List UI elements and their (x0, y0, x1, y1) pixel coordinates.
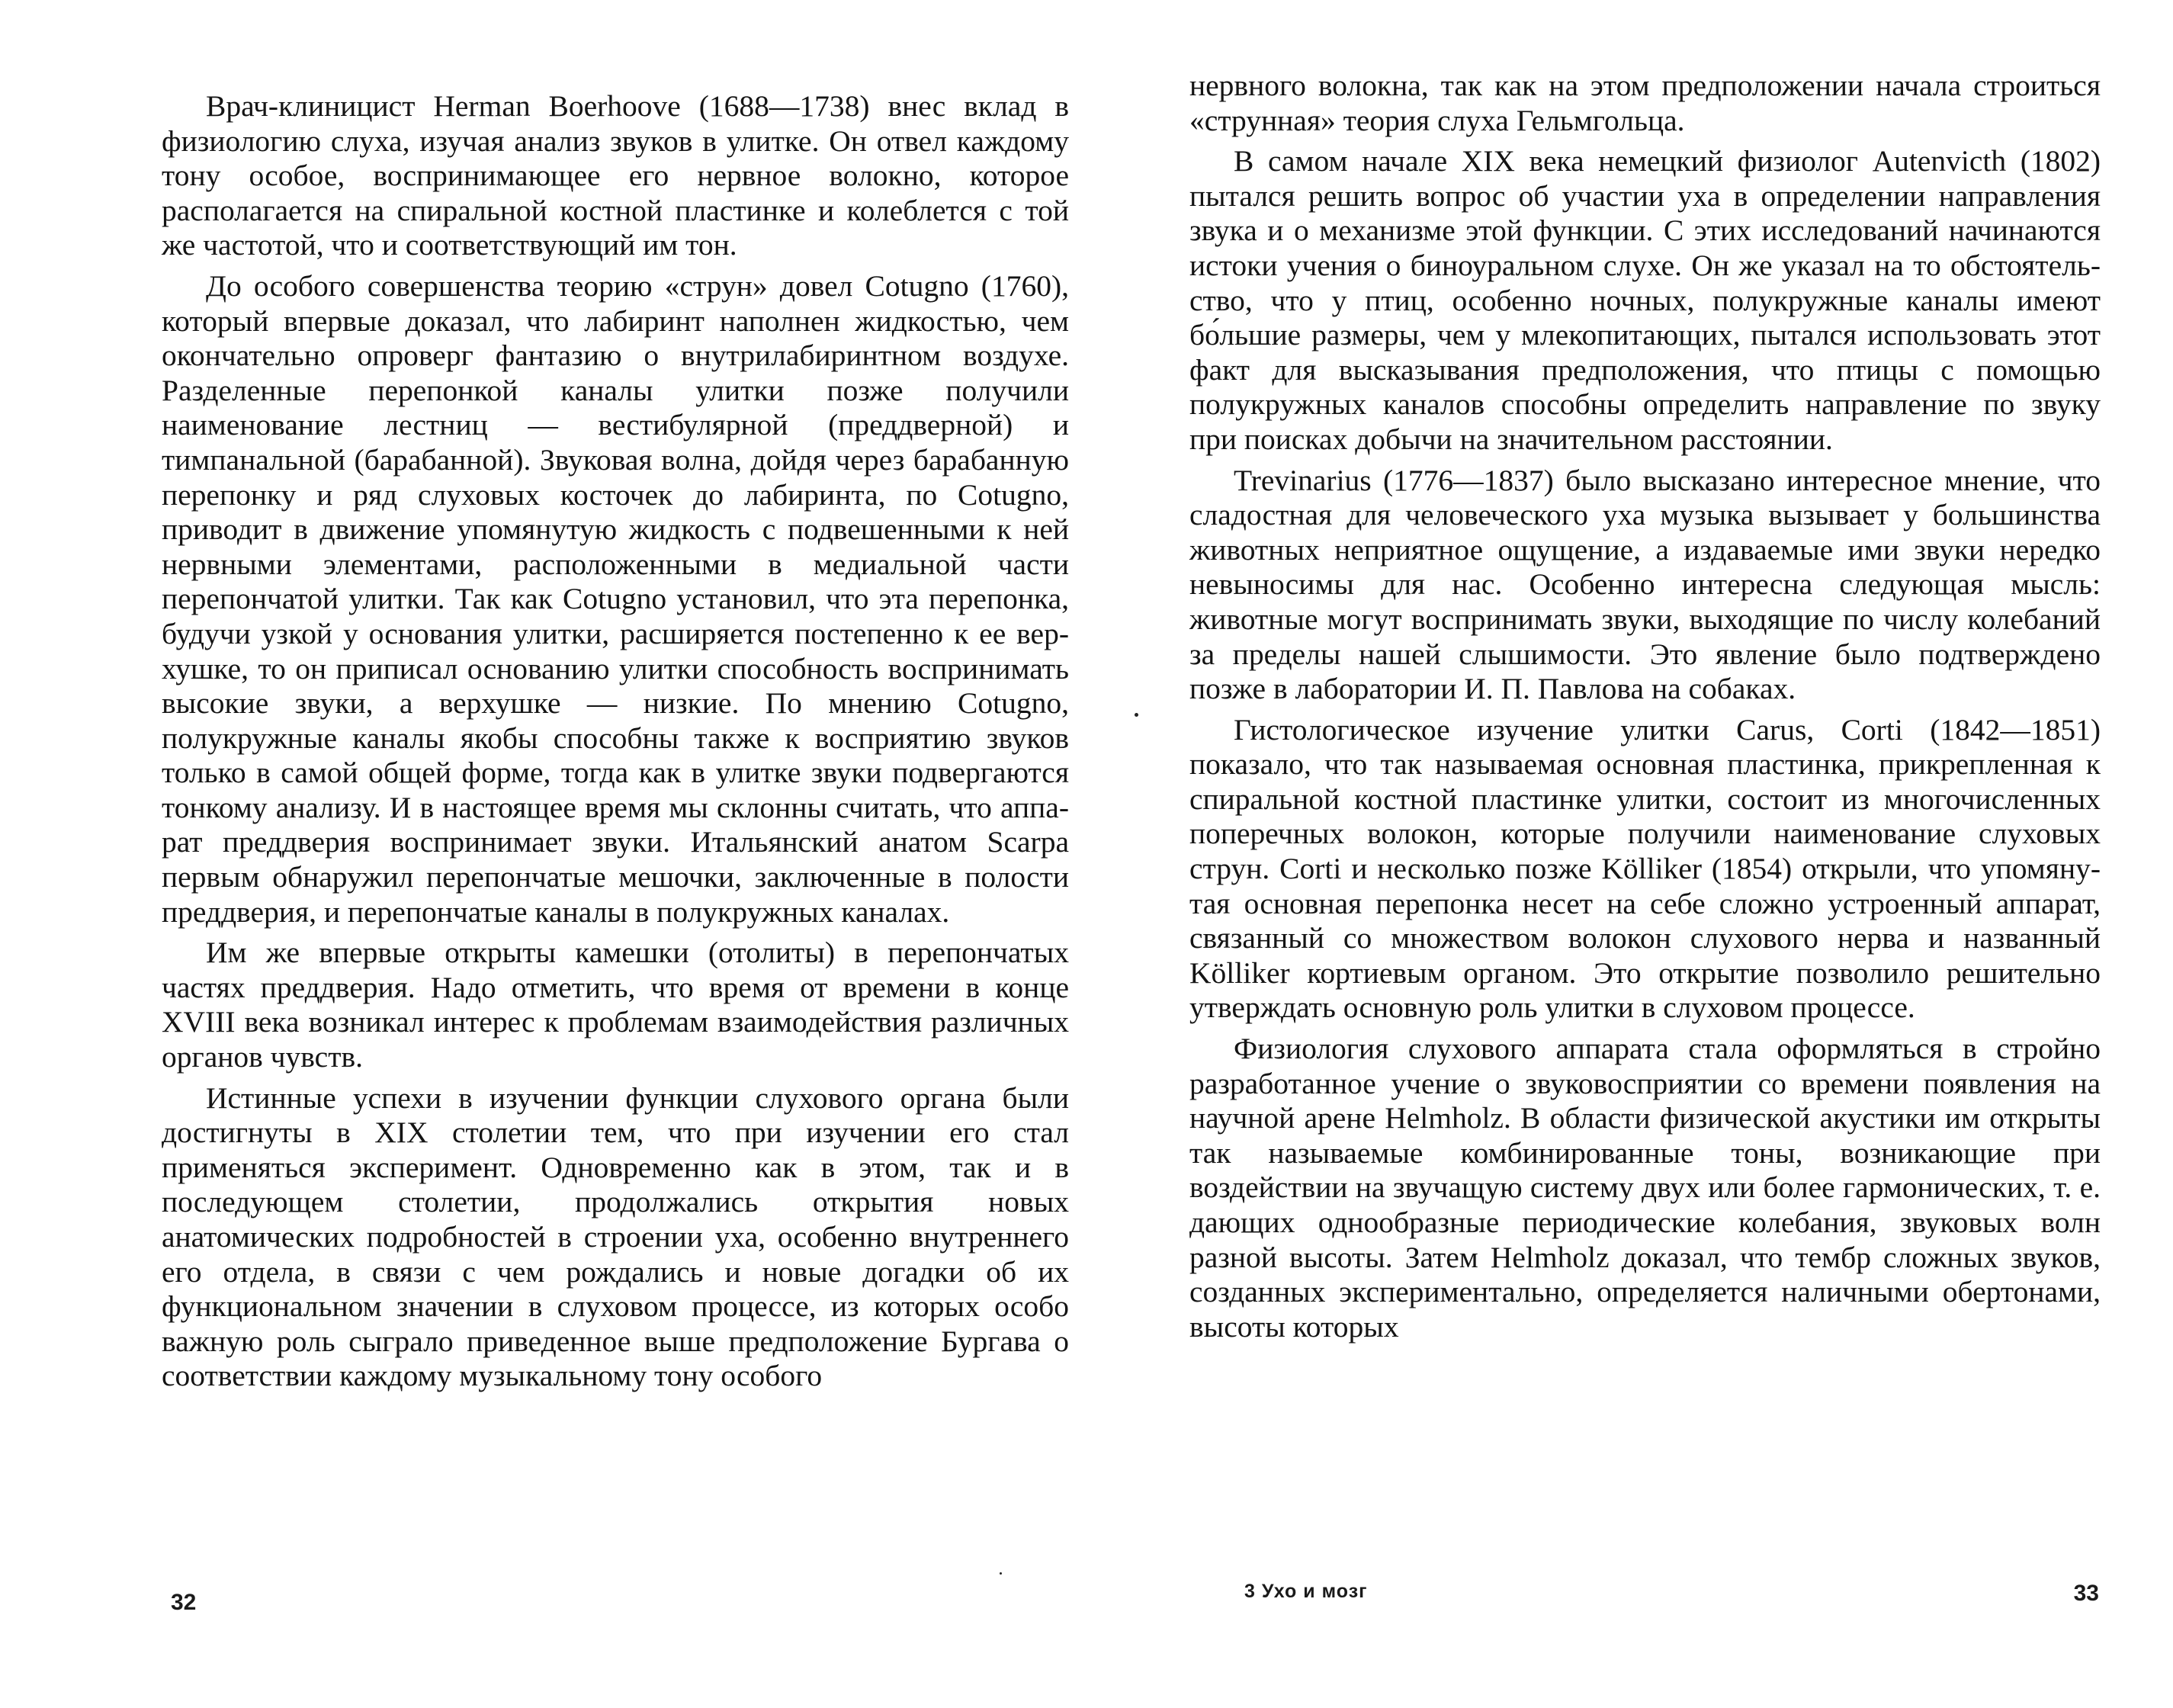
paragraph-helmholz: Физиология слухового аппарата стала оформляться в стройно разработанное учение о звуковосприятии со времени появления на научной арене Helmholz. В области физической акустики им открыты так называемые комбинированные тоны, возникающие при воздействии на звучащую систему двух или более гармонических, т. е. дающих однообразные периодические колебания, звуковых волн разной высоты. Затем Helmholz доказал, что тембр сложных звуков, созданных экспериментально, определяется наличными обертонами, высоты которых (1189, 1032, 2101, 1344)
print-speck (1000, 1572, 1002, 1575)
left-page (162, 0, 1069, 1708)
paragraph-histology: Гистологическое изучение улитки Carus, Corti (1842—1851) показало, что так называемая основная пластинка, прикрепленная к спиральной костной пластинке улитки, состоит из многочисленных поперечных волокон, которые получили наименование слуховых струн. Corti и несколько позже Kölliker (1854) открыли, что упомянутая основная перепонка несет на себе сложно устроенный аппарат, связанный со множеством волокон слухового нерва и названный Kölliker кортиевым органом. Это открытие позволило решительно утверждать основную роль улитки в слуховом процессе. (1189, 712, 2101, 1025)
right-page-text (1189, 69, 2101, 1350)
left-page-footer (162, 1581, 1069, 1619)
paragraph-autenvicth: В самом начале XIX века немецкий физиолог Autenvicth (1802) пытался решить вопрос об участии уха в определении направления звука и о механизме этой функции. С этих исследований начинаются истоки учения о биноуральном слухе. Он же указал на то обстоятельство, что у птиц, особенно ночных, полукружные каналы имеют бо́льшие размеры, чем у млекопитающих, пытался использовать этот факт для высказывания предположения, что птицы с помощью полукружных каналов способны определить направление по звуку при поисках добычи на значительном расстоянии. (1189, 144, 2101, 456)
right-page (1189, 0, 2101, 1708)
paragraph-otoliths: Им же впервые открыты камешки (отолиты) в перепончатых частях преддверия. Надо отметить, что время от времени в конце XVIII века возникал интерес к проблемам взаимодействия различных органов чувств. (162, 936, 1069, 1074)
print-speck (1135, 713, 1138, 717)
right-page-footer (1189, 1581, 2101, 1619)
left-page-text (162, 89, 1069, 1400)
page-number: 33 (2073, 1581, 2099, 1606)
paragraph-boerhoove: Врач-клиницист Herman Boerhoove (1688—1738) внес вклад в физиологию слуха, изучая анализ звуков в улитке. Он отвел каждому тону особое, воспринимающее его нервное волокно, которое располагается на спиральной костной пластинке и колеблется с той же частотой, что и соответствующий им тон. (162, 89, 1069, 262)
paragraph-continued: нервного волокна, так как на этом предположении начала строиться «струнная» теория слуха Гельмгольца. (1189, 69, 2101, 137)
paragraph-cotugno: До особого совершенства теорию «струн» довел Cotugno (1760), который впервые доказал, что лабиринт наполнен жидкостью, чем окончательно опроверг фантазию о внутрилабиринтном воздухе. Разделенные перепонкой каналы улитки позже получили наименование лестниц — вестибулярной (преддверной) и тимпанальной (барабанной). Звуковая волна, дойдя через барабанную перепонку и ряд слуховых косточек до лабиринта, по Cotugno, приводит в движение упомянутую жидкость с подвешенными к ней нервными элементами, расположенными в медиальной части перепончатой улитки. Так как Cotugno установил, что эта перепонка, будучи узкой у основания улитки, расширяется постепенно к ее верхушке, то он приписал основанию улитки способность воспринимать высокие звуки, а верхушке — низкие. По мнению Cotugno, полукружные каналы якобы способны также к восприятию звуков только в самой общей форме, тогда как в улитке звуки подвергаются тонкому анализу. И в настоящее время мы склонны считать, что аппарат преддверия воспринимает звуки. Итальянский анатом Scarpa первым обнаружил перепончатые мешочки, заключенные в полости преддверия, и перепончатые каналы в полукружных каналах. (162, 268, 1069, 929)
paragraph-xix-century: Истинные успехи в изучении функции слухового органа были достигнуты в XIX столетии тем, что при изучении его стал применяться эксперимент. Одновременно как в этом, так и в последующем столетии, продолжались открытия новых анатомических подробностей в строении уха, особенно внутреннего его отдела, в связи с чем рождались и новые догадки об их функциональном значении в слуховом процессе, из которых особо важную роль сыграло приведенное выше предположение Бургава о соответствии каждому музыкальному тону особого (162, 1080, 1069, 1393)
printer-signature: 3 Ухо и мозг (1244, 1581, 1368, 1602)
paragraph-trevinarius: Trevinarius (1776—1837) было высказано интересное мнение, что сладостная для человеческого уха музыка вызывает у большинства животных неприятное ощущение, а издаваемые ими звуки нередко невыносимы для нас. Особенно интересна следующая мысль: животные могут воспринимать звуки, выходящие по числу колебаний за пределы нашей слышимости. Это явление было подтверждено позже в лаборатории И. П. Павлова на собаках. (1189, 463, 2101, 706)
page-number: 32 (171, 1590, 197, 1615)
